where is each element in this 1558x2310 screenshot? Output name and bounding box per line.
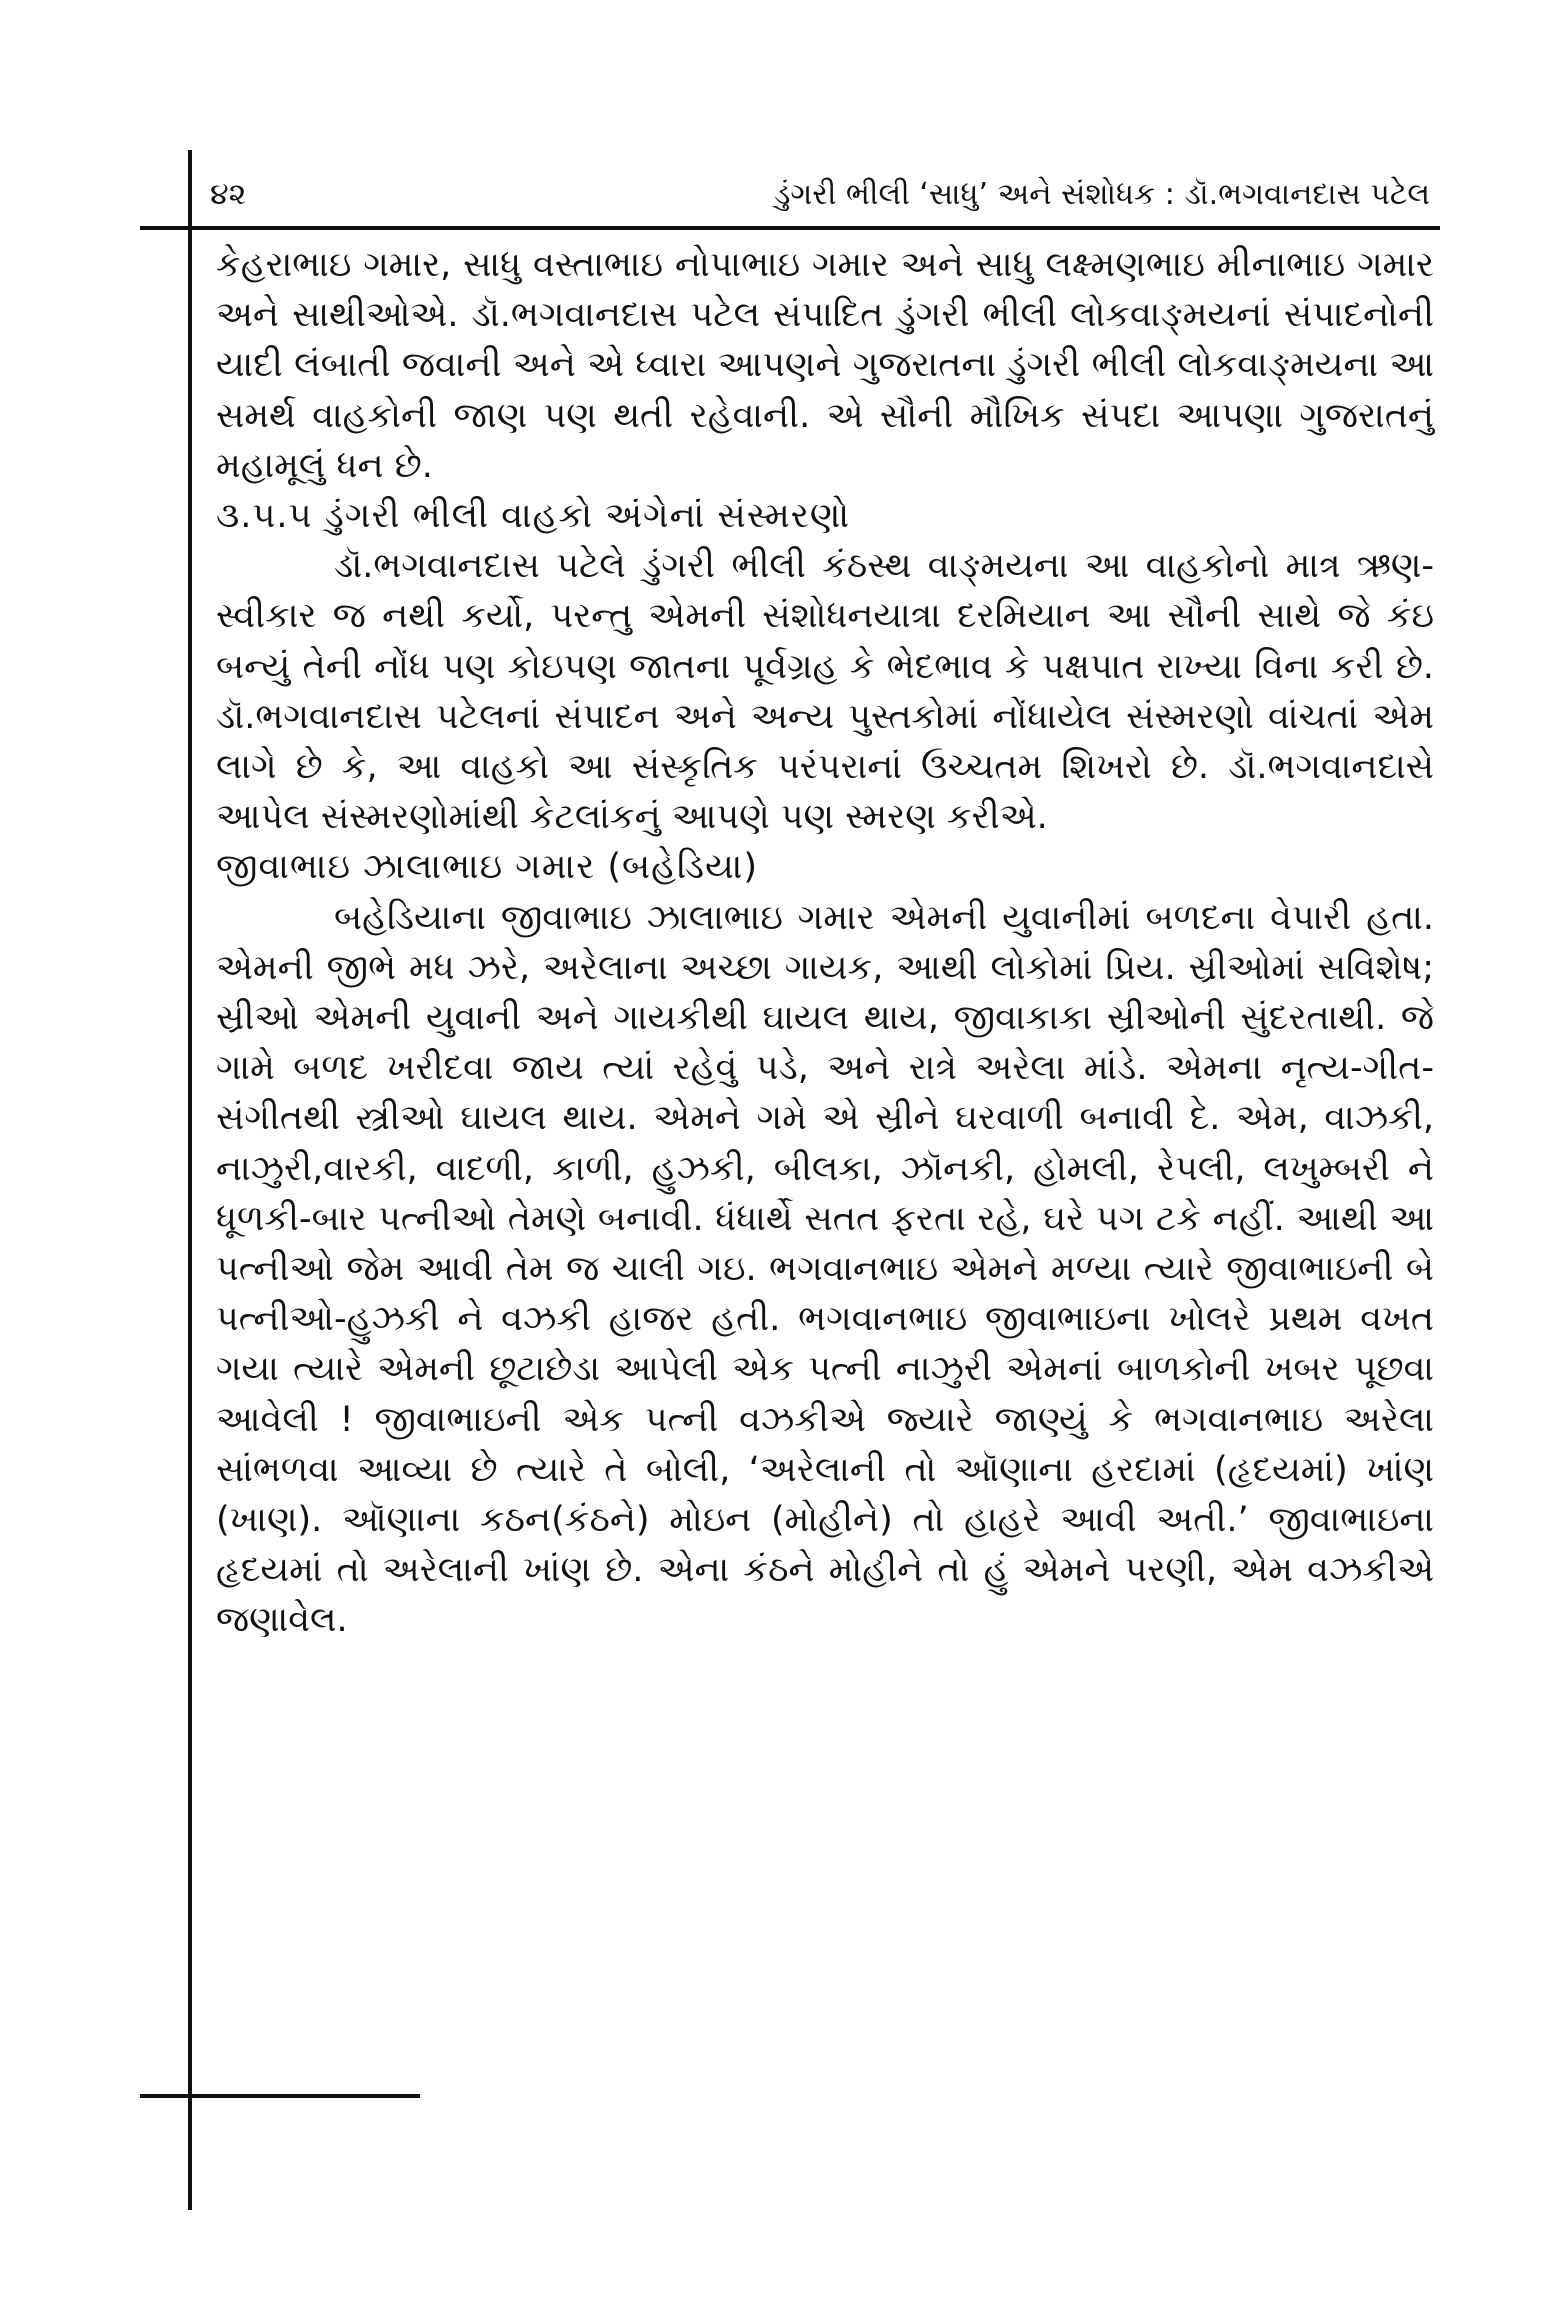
page-body [216,240,1434,1646]
section-heading: ૩.૫.૫ ડુંગરી ભીલી વાહકો અંગેનાં સંસ્મરણો [216,496,851,537]
paragraph-intro: કેહરાભાઇ ગમાર, સાધુ વસ્તાભાઇ નોપાભાઇ ગમાર અને સાધુ લક્ષ્મણભાઇ મીનાભાઇ ગમાર અને સાથીઓએ. ડૉ.ભગવાનદાસ પટેલ સંપાદિત ડુંગરી ભીલી લોકવાઙ્મયનાં સંપાદનોની યાદી લંબાતી જવાની અને એ ધ્વારા આપણને ગુજરાતના ડુંગરી ભીલી લોકવાઙ્મયના આ સમર્થ વાહકોની જાણ પણ થતી રહેવાની. એ સૌની મૌખિક સંપદા આપણા ગુજરાતનું મહામૂલું ધન છે. [216,245,1434,486]
paragraph-memoirs: ડૉ.ભગવાનદાસ પટેલે ડુંગરી ભીલી કંઠસ્થ વાઙ્મયના આ વાહકોનો માત્ર ઋણ-સ્વીકાર જ નથી કર્યો, પરન્તુ એમની સંશોધનયાત્રા દરમિયાન આ સૌની સાથે જે કંઇ બન્યું તેની નોંધ પણ કોઇપણ જાતના પૂર્વગ્રહ કે ભેદભાવ કે પક્ષપાત રાખ્યા વિના કરી છે. ડૉ.ભગવાનદાસ પટેલનાં સંપાદન અને અન્ય પુસ્તકોમાં નોંધાયેલ સંસ્મરણો વાંચતાં એમ લાગે છે કે, આ વાહકો આ સંસ્કૃતિક પરંપરાનાં ઉચ્ચતમ શિખરો છે. ડૉ.ભગવાનદાસે આપેલ સંસ્મરણોમાંથી કેટલાંકનું આપણે પણ સ્મરણ કરીએ. [216,546,1434,838]
page-header [210,170,1430,220]
footer-rule [140,2094,420,2098]
header-rule [140,226,1440,230]
margin-rule-vertical [188,150,192,2210]
page-number: ૪૨ [210,177,247,212]
running-title: ડુંગરી ભીલી ‘સાધુ’ અને સંશોધક : ડૉ.ભગવાનદાસ પટેલ [773,177,1430,212]
paragraph-jivabhai: બહેડિયાના જીવાભાઇ ઝાલાભાઇ ગમાર એમની યુવાનીમાં બળદના વેપારી હતા. એમની જીભે મધ ઝરે, અરેલાના અચ્છા ગાયક, આથી લોકોમાં પ્રિય. સ્રીઓમાં સવિશેષ; સ્રીઓ એમની યુવાની અને ગાયકીથી ઘાયલ થાય, જીવાકાકા સ્રીઓની સુંદરતાથી. જે ગામે બળદ ખરીદવા જાય ત્યાં રહેવું પડે, અને રાત્રે અરેલા માંડે. એમના નૃત્ય-ગીત-સંગીતથી સ્ત્રીઓ ઘાયલ થાય. એમને ગમે એ સ્રીને ઘરવાળી બનાવી દે. એમ, વાઝકી, નાઝુરી,વારકી, વાદળી, કાળી, હુઝકી, બીલકા, ઝૉનકી, હોમલી, રેપલી, લખુમ્બરી ને ધૂળકી-બાર પત્નીઓ તેમણે બનાવી. ધંધાર્થે સતત ફરતા રહે, ઘરે પગ ટકે નહીં. આથી આ પત્નીઓ જેમ આવી તેમ જ ચાલી ગઇ. ભગવાનભાઇ એમને મળ્યા ત્યારે જીવાભાઇની બે પત્નીઓ-હુઝકી ને વઝકી હાજર હતી. ભગવાનભાઇ જીવાભાઇના ખોલરે પ્રથમ વખત ગયા ત્યારે એમની છૂટાછેડા આપેલી એક પત્ની નાઝુરી એમનાં બાળકોની ખબર પૂછવા આવેલી ! જીવાભાઇની એક પત્ની વઝકીએ જ્યારે જાણ્યું કે ભગવાનભાઇ અરેલા સાંભળવા આવ્યા છે ત્યારે તે બોલી, ‘અરેલાની તો ઑણાના હરદામાં (હૃદયમાં) ખાંણ (ખાણ). ઑણાના કઠન(કંઠને) મોઇન (મોહીને) તો હાહરે આવી અતી.’ જીવાભાઇના હૃદયમાં તો અરેલાની ખાંણ છે. એના કંઠને મોહીને તો હું એમને પરણી, એમ વઝકીએ જણાવેલ. [216,897,1434,1641]
subsection-heading: જીવાભાઇ ઝાલાભાઇ ગમાર (બહેડિયા) [216,847,759,888]
